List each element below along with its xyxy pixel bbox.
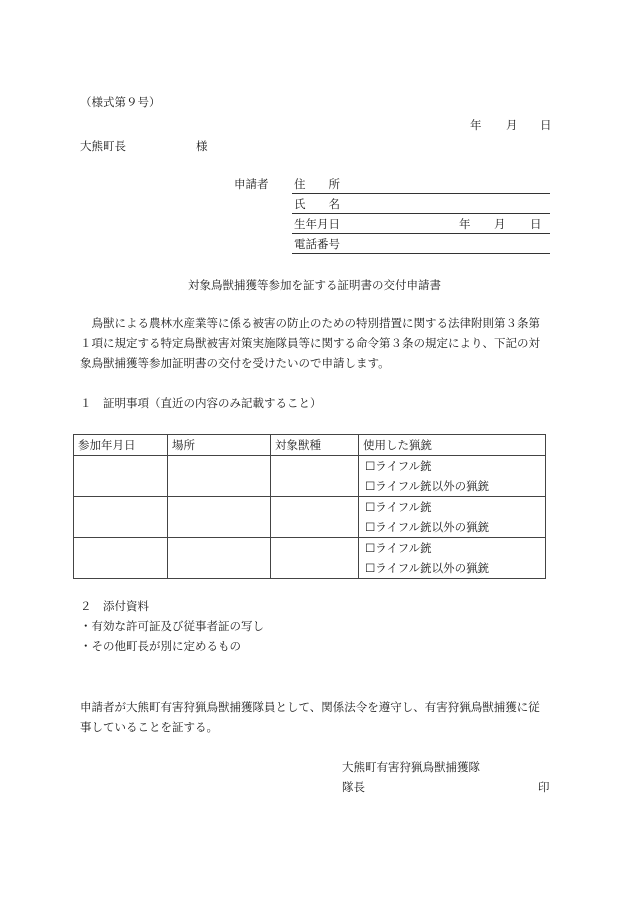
- cell-species[interactable]: [271, 456, 359, 497]
- address-underline: [292, 193, 550, 194]
- header-target-species: 対象獣種: [271, 435, 359, 456]
- birth-day-label: 日: [530, 217, 542, 231]
- date-year-label: 年: [470, 118, 482, 132]
- form-number: （様式第９号）: [80, 95, 161, 109]
- issuer-organization: 大熊町有害狩猟鳥獣捕獲隊: [342, 760, 480, 774]
- header-firearm-used: 使用した猟銃: [359, 435, 546, 456]
- applicant-phone-label: 電話番号: [294, 237, 340, 251]
- checkbox-non-rifle[interactable]: ☐ライフル銃以外の猟銃: [365, 479, 490, 493]
- issuer-title: 隊長: [342, 780, 365, 794]
- table-row: [74, 538, 546, 579]
- birth-year-label: 年: [459, 217, 471, 231]
- applicant-label: 申請者: [234, 177, 269, 191]
- attachment-item: ・その他町長が別に定めるもの: [80, 639, 241, 653]
- cell-location[interactable]: [168, 456, 271, 497]
- table-header-row: [74, 435, 546, 456]
- attachment-item: ・有効な許可証及び従事者証の写し: [80, 619, 264, 633]
- checkbox-rifle[interactable]: ☐ライフル銃: [365, 500, 432, 514]
- checkbox-non-rifle[interactable]: ☐ライフル銃以外の猟銃: [365, 520, 490, 534]
- phone-underline: [292, 253, 550, 254]
- applicant-birthdate-label: 生年月日: [294, 217, 340, 231]
- applicant-address-label: 住 所: [294, 177, 340, 191]
- cell-date[interactable]: [74, 456, 168, 497]
- date-month-label: 月: [506, 118, 518, 132]
- certification-table: [73, 434, 546, 579]
- section1-heading: １ 証明事項（直近の内容のみ記載すること）: [80, 396, 322, 410]
- name-underline: [292, 213, 550, 214]
- addressee-name: 大熊町長: [80, 139, 126, 153]
- cell-date[interactable]: [74, 538, 168, 579]
- document-title: 対象鳥獣捕獲等参加を証する証明書の交付申請書: [188, 278, 441, 292]
- applicant-name-label: 氏 名: [294, 197, 340, 211]
- cell-firearm: [359, 538, 546, 579]
- cell-firearm: [359, 456, 546, 497]
- certification-text: 申請者が大熊町有害狩猟鳥獣捕獲隊員として、関係法令を遵守し、有害狩猟鳥獣捕獲に従事していることを証する。: [80, 700, 540, 734]
- checkbox-rifle[interactable]: ☐ライフル銃: [365, 459, 432, 473]
- birthdate-underline: [292, 233, 550, 234]
- cell-species[interactable]: [271, 497, 359, 538]
- date-day-label: 日: [540, 118, 552, 132]
- header-location: 場所: [168, 435, 271, 456]
- cell-location[interactable]: [168, 538, 271, 579]
- table-row: [74, 456, 546, 497]
- cell-location[interactable]: [168, 497, 271, 538]
- header-participation-date: 参加年月日: [74, 435, 168, 456]
- cell-firearm: [359, 497, 546, 538]
- table-row: [74, 497, 546, 538]
- birth-month-label: 月: [494, 217, 506, 231]
- checkbox-rifle[interactable]: ☐ライフル銃: [365, 541, 432, 555]
- application-body-text: 鳥獣による農林水産業等に係る被害の防止のための特別措置に関する法律附則第３条第１項に規定する特定鳥獣被害対策実施隊員等に関する命令第３条の規定により、下記の対象鳥獣捕獲等参加証明書の交付を受けたいので申請します。: [80, 316, 540, 370]
- addressee-honorific: 様: [196, 139, 208, 153]
- seal-mark: 印: [538, 780, 550, 794]
- cell-date[interactable]: [74, 497, 168, 538]
- cell-species[interactable]: [271, 538, 359, 579]
- section2-heading: ２ 添付資料: [80, 599, 149, 613]
- checkbox-non-rifle[interactable]: ☐ライフル銃以外の猟銃: [365, 561, 490, 575]
